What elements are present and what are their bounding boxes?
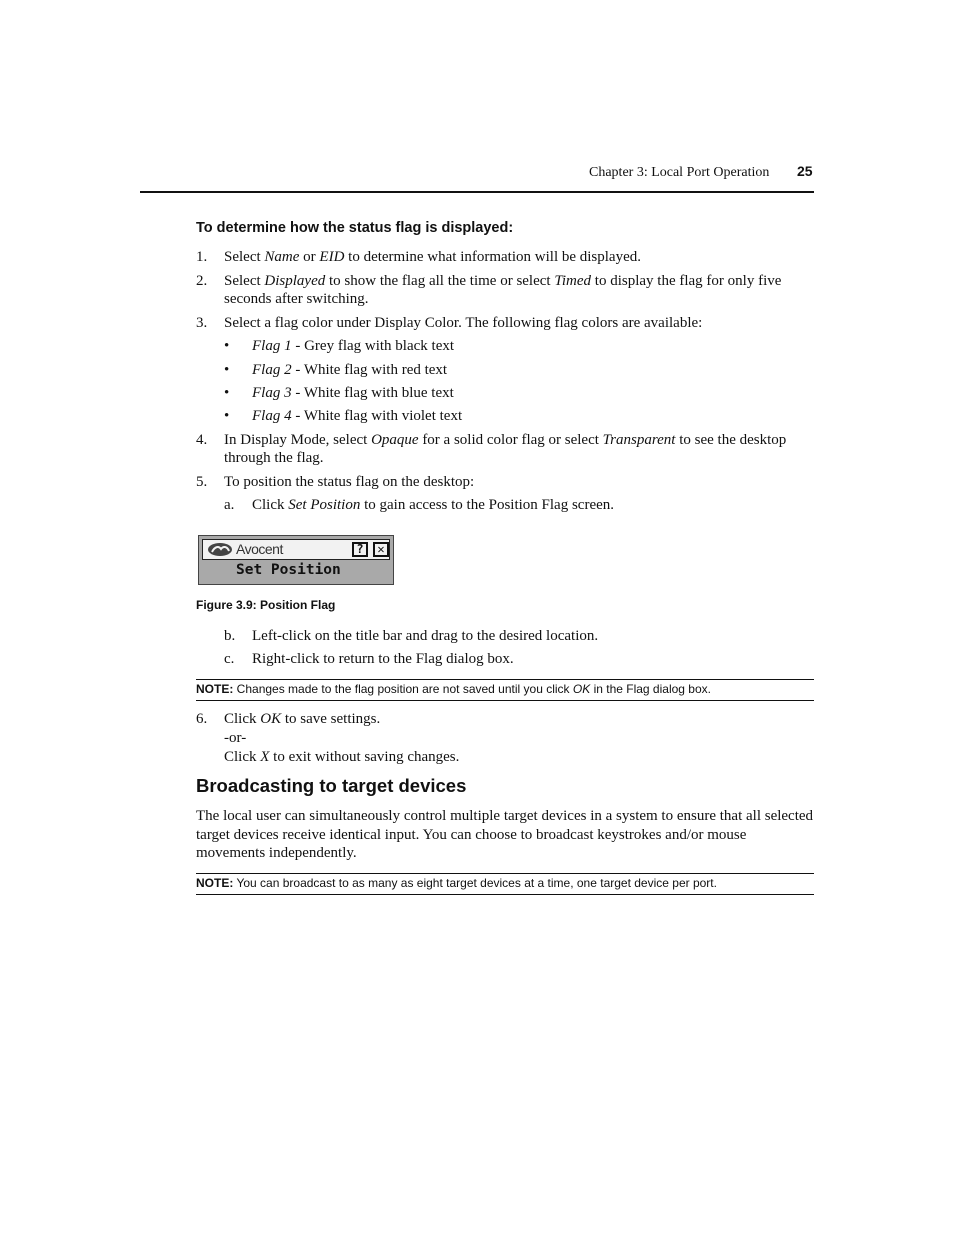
close-button[interactable]: ✕ xyxy=(373,542,389,557)
header-rule xyxy=(140,191,814,193)
step-3-text: Select a flag color under Display Color. The following flag colors are available: xyxy=(224,315,703,331)
list-item: Flag 4 - White flag with violet text xyxy=(252,408,463,424)
step-1-text: Select Name or EID to determine what information will be displayed. xyxy=(224,249,642,265)
flag-title-bar[interactable] xyxy=(202,539,390,560)
figure-caption: Figure 3.9: Position Flag xyxy=(196,598,336,612)
step-number: 4. xyxy=(196,432,208,448)
step-5-text: To position the status flag on the desktop: xyxy=(224,474,475,490)
step-number: 1. xyxy=(196,249,208,265)
set-position-label: Set Position xyxy=(236,562,341,578)
step-2-text: Select Displayed to show the flag all the time or select Timed to display the flag for only five xyxy=(224,273,782,289)
step-6-or: -or- xyxy=(224,730,247,746)
page-number: 25 xyxy=(797,163,813,179)
list-item: Flag 1 - Grey flag with black text xyxy=(252,338,455,354)
step-6-text: Click OK to save settings. xyxy=(224,711,381,727)
note: NOTE: You can broadcast to as many as eight target devices at a time, one target device per port. xyxy=(196,876,717,890)
brand-name: Avocent xyxy=(236,541,283,557)
substep-b-text: Left-click on the title bar and drag to the desired location. xyxy=(252,628,599,644)
step-2-text-cont: seconds after switching. xyxy=(224,291,369,307)
list-item: Flag 2 - White flag with red text xyxy=(252,362,448,378)
bullet: • xyxy=(224,408,230,424)
step-number: 5. xyxy=(196,474,208,490)
note-rule-bottom xyxy=(196,700,814,701)
substep-letter: a. xyxy=(224,497,235,513)
bullet: • xyxy=(224,338,230,354)
bullet: • xyxy=(224,362,230,378)
procedure-heading: To determine how the status flag is displayed: xyxy=(196,220,514,236)
section-paragraph: The local user can simultaneously control multiple target devices in a system to ensure that all selected target devices receive identical input. You can choose to broadcast keystrokes and/or mouse movements independently. xyxy=(196,808,814,862)
note-rule-top xyxy=(196,679,814,680)
step-number: 6. xyxy=(196,711,208,727)
avocent-logo-icon xyxy=(207,542,233,557)
substep-a-text: Click Set Position to gain access to the Position Flag screen. xyxy=(252,497,615,513)
help-button[interactable]: ? xyxy=(352,542,368,557)
note-rule-bottom xyxy=(196,894,814,895)
bullet: • xyxy=(224,385,230,401)
substep-letter: b. xyxy=(224,628,236,644)
step-number: 3. xyxy=(196,315,208,331)
substep-c-text: Right-click to return to the Flag dialog box. xyxy=(252,651,514,667)
step-4-text-cont: through the flag. xyxy=(224,450,324,466)
step-4-text: In Display Mode, select Opaque for a solid color flag or select Transparent to see the desktop xyxy=(224,432,787,448)
running-header: Chapter 3: Local Port Operation xyxy=(589,165,770,180)
section-heading: Broadcasting to target devices xyxy=(196,775,467,796)
note-rule-top xyxy=(196,873,814,874)
list-item: Flag 3 - White flag with blue text xyxy=(252,385,454,401)
substep-letter: c. xyxy=(224,651,235,667)
position-flag-figure xyxy=(198,535,394,585)
note: NOTE: Changes made to the flag position are not saved until you click OK in the Flag dialog box. xyxy=(196,682,711,696)
step-number: 2. xyxy=(196,273,208,289)
step-6-alt-text: Click X to exit without saving changes. xyxy=(224,749,460,765)
